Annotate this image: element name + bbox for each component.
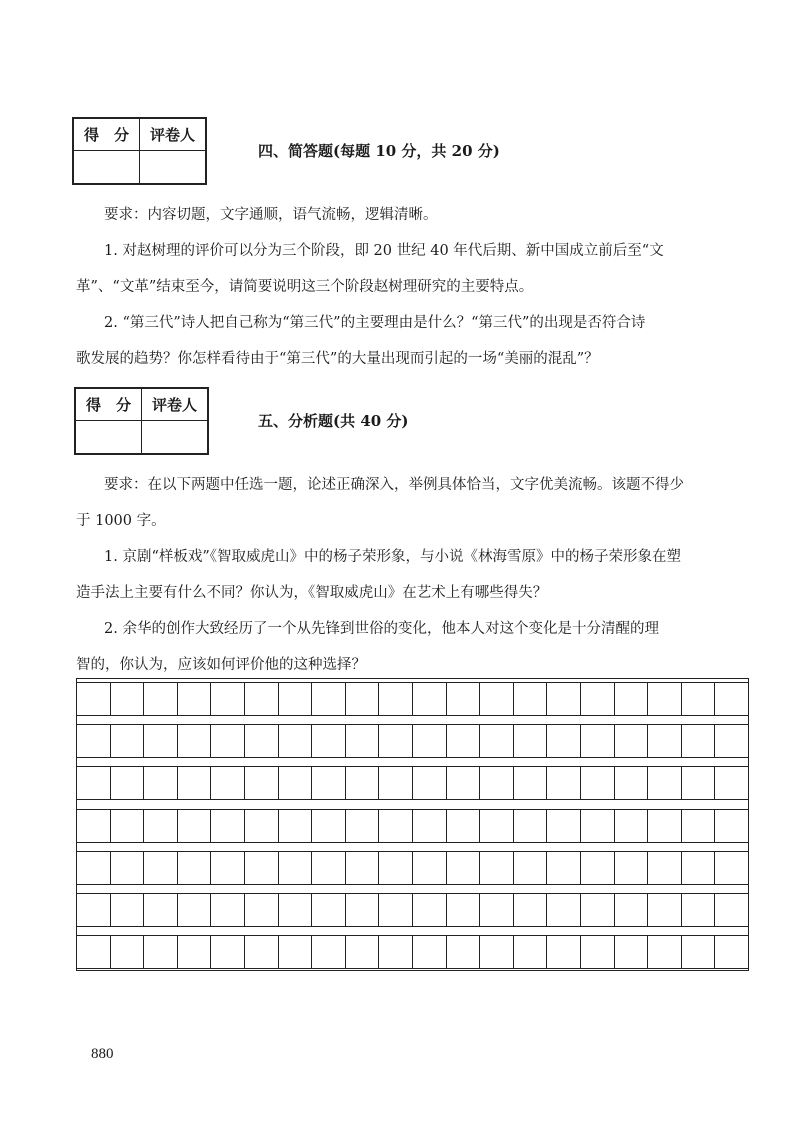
grid-cell[interactable] — [379, 852, 413, 884]
grid-cell[interactable] — [447, 725, 481, 757]
section-4-body — [76, 197, 748, 377]
question-4-2-line-2: 歌发展的趋势？你怎样看待由于“第三代”的大量出现而引起的一场“美丽的混乱”？ — [76, 351, 599, 367]
section-4-heading — [258, 140, 500, 161]
grid-cell[interactable] — [178, 852, 212, 884]
grid-cell[interactable] — [547, 936, 581, 968]
score-box-section-5 — [74, 387, 209, 455]
grid-cell[interactable] — [111, 936, 145, 968]
grid-cell[interactable] — [447, 852, 481, 884]
grid-cell[interactable] — [615, 894, 649, 926]
grid-cell[interactable] — [682, 683, 716, 715]
grid-cell[interactable] — [279, 810, 313, 842]
grid-cell[interactable] — [615, 810, 649, 842]
grid-cell[interactable] — [178, 683, 212, 715]
question-5-2-line-2: 智的，你认为，应该如何评价他的这种选择？ — [76, 657, 366, 673]
grid-cell[interactable] — [715, 936, 748, 968]
grid-cell[interactable] — [413, 767, 447, 799]
grid-cell[interactable] — [111, 725, 145, 757]
grid-cell[interactable] — [312, 936, 346, 968]
grid-cell[interactable] — [715, 683, 748, 715]
grid-cell[interactable] — [245, 810, 279, 842]
grid-cell[interactable] — [413, 683, 447, 715]
grid-cell[interactable] — [682, 852, 716, 884]
grid-cell[interactable] — [682, 725, 716, 757]
grid-cell[interactable] — [715, 725, 748, 757]
grid-cell[interactable] — [648, 936, 682, 968]
grid-cell[interactable] — [379, 725, 413, 757]
grid-row — [77, 724, 748, 758]
grid-cell[interactable] — [547, 767, 581, 799]
grid-cell[interactable] — [648, 725, 682, 757]
grid-cell[interactable] — [111, 767, 145, 799]
grid-cell[interactable] — [615, 725, 649, 757]
section-4-points: (每题 10 分，共 20 分) — [333, 142, 500, 160]
grid-cell[interactable] — [279, 852, 313, 884]
grid-cell[interactable] — [480, 725, 514, 757]
question-4-2-line-1: 2. “第三代”诗人把自己称为“第三代”的主要理由是什么？“第三代”的出现是否符合诗 — [104, 315, 646, 331]
grid-row — [77, 935, 748, 969]
grid-cell[interactable] — [581, 894, 615, 926]
grid-cell[interactable] — [346, 852, 380, 884]
grid-cell[interactable] — [615, 852, 649, 884]
grid-cell[interactable] — [77, 725, 111, 757]
grader-label: 评卷人 — [142, 388, 209, 420]
grid-cell[interactable] — [245, 767, 279, 799]
section-4-requirement: 要求：内容切题，文字通顺，语气流畅，逻辑清晰。 — [104, 207, 438, 223]
grid-row — [77, 893, 748, 927]
grid-cell[interactable] — [615, 767, 649, 799]
grid-cell[interactable] — [480, 683, 514, 715]
section-5-points: (共 40 分) — [333, 412, 409, 430]
grid-cell[interactable] — [77, 852, 111, 884]
grid-cell[interactable] — [447, 810, 481, 842]
grid-cell[interactable] — [144, 683, 178, 715]
grid-cell[interactable] — [245, 725, 279, 757]
grid-cell[interactable] — [346, 894, 380, 926]
grid-cell[interactable] — [144, 894, 178, 926]
grid-cell[interactable] — [648, 852, 682, 884]
grid-cell[interactable] — [547, 725, 581, 757]
grid-cell[interactable] — [514, 894, 548, 926]
grid-cell[interactable] — [547, 894, 581, 926]
grid-row — [77, 809, 748, 843]
grid-cell[interactable] — [514, 725, 548, 757]
score-field[interactable] — [73, 150, 140, 184]
grid-cell[interactable] — [211, 810, 245, 842]
question-4-1-line-1: 1. 对赵树理的评价可以分为三个阶段，即 20 世纪 40 年代后期、新中国成立前后至“文 — [104, 243, 664, 259]
score-label: 得 分 — [73, 118, 140, 150]
grid-cell[interactable] — [514, 852, 548, 884]
grid-cell[interactable] — [514, 683, 548, 715]
grid-cell[interactable] — [178, 725, 212, 757]
grid-cell[interactable] — [245, 936, 279, 968]
grid-cell[interactable] — [77, 810, 111, 842]
grid-cell[interactable] — [682, 936, 716, 968]
grid-cell[interactable] — [413, 810, 447, 842]
grid-cell[interactable] — [447, 683, 481, 715]
grid-cell[interactable] — [178, 810, 212, 842]
question-5-1-line-2: 造手法上主要有什么不同？你认为，《智取威虎山》在艺术上有哪些得失？ — [76, 585, 548, 601]
grid-cell[interactable] — [312, 767, 346, 799]
grid-row — [77, 851, 748, 885]
grid-cell[interactable] — [581, 852, 615, 884]
grid-cell[interactable] — [413, 725, 447, 757]
section-5-requirement-line-1: 要求：在以下两题中任选一题，论述正确深入，举例具体恰当，文字优美流畅。该题不得少 — [104, 477, 684, 493]
question-5-1-line-1: 1. 京剧“样板戏”《智取威虎山》中的杨子荣形象，与小说《林海雪原》中的杨子荣形象在塑 — [104, 549, 682, 565]
grid-cell[interactable] — [480, 936, 514, 968]
grid-cell[interactable] — [178, 894, 212, 926]
grid-cell[interactable] — [648, 767, 682, 799]
grid-cell[interactable] — [312, 725, 346, 757]
grid-cell[interactable] — [648, 894, 682, 926]
grid-cell[interactable] — [480, 810, 514, 842]
grid-cell[interactable] — [312, 894, 346, 926]
question-4-1-line-2: 革”、“文革”结束至今，请简要说明这三个阶段赵树理研究的主要特点。 — [76, 279, 534, 295]
grid-cell[interactable] — [211, 852, 245, 884]
grid-cell[interactable] — [178, 936, 212, 968]
grid-cell[interactable] — [211, 936, 245, 968]
grid-cell[interactable] — [346, 767, 380, 799]
grid-cell[interactable] — [211, 894, 245, 926]
grid-cell[interactable] — [245, 683, 279, 715]
grader-field[interactable] — [140, 150, 207, 184]
grid-cell[interactable] — [279, 683, 313, 715]
grid-cell[interactable] — [379, 767, 413, 799]
grid-cell[interactable] — [480, 852, 514, 884]
grid-cell[interactable] — [615, 936, 649, 968]
section-4-title: 四、简答题 — [258, 142, 334, 160]
grid-cell[interactable] — [480, 767, 514, 799]
grid-cell[interactable] — [346, 725, 380, 757]
grid-cell[interactable] — [144, 725, 178, 757]
grid-cell[interactable] — [111, 810, 145, 842]
grid-cell[interactable] — [379, 683, 413, 715]
grid-cell[interactable] — [111, 683, 145, 715]
grid-cell[interactable] — [447, 894, 481, 926]
answer-grid[interactable] — [76, 678, 749, 971]
grid-row — [77, 682, 748, 716]
grid-cell[interactable] — [279, 767, 313, 799]
grid-cell[interactable] — [715, 810, 748, 842]
grid-cell[interactable] — [715, 894, 748, 926]
grid-cell[interactable] — [581, 936, 615, 968]
grid-cell[interactable] — [682, 767, 716, 799]
score-field[interactable] — [75, 420, 142, 454]
grid-cell[interactable] — [447, 767, 481, 799]
grid-cell[interactable] — [514, 936, 548, 968]
grid-cell[interactable] — [715, 767, 748, 799]
grid-row — [77, 766, 748, 800]
grid-cell[interactable] — [581, 767, 615, 799]
grid-cell[interactable] — [514, 767, 548, 799]
grid-cell[interactable] — [312, 852, 346, 884]
grid-cell[interactable] — [379, 810, 413, 842]
grid-cell[interactable] — [312, 810, 346, 842]
grid-cell[interactable] — [648, 810, 682, 842]
grid-cell[interactable] — [581, 683, 615, 715]
grid-cell[interactable] — [279, 725, 313, 757]
grid-cell[interactable] — [581, 725, 615, 757]
grid-cell[interactable] — [312, 683, 346, 715]
grid-cell[interactable] — [547, 810, 581, 842]
grid-cell[interactable] — [447, 936, 481, 968]
grid-cell[interactable] — [346, 683, 380, 715]
grid-cell[interactable] — [413, 936, 447, 968]
section-5-title: 五、分析题 — [258, 412, 334, 430]
grid-cell[interactable] — [413, 852, 447, 884]
grid-cell[interactable] — [144, 767, 178, 799]
grid-cell[interactable] — [615, 683, 649, 715]
grader-label: 评卷人 — [140, 118, 207, 150]
grid-cell[interactable] — [413, 894, 447, 926]
grid-cell[interactable] — [111, 852, 145, 884]
question-5-2-line-1: 2. 余华的创作大致经历了一个从先锋到世俗的变化，他本人对这个变化是十分清醒的理 — [104, 621, 659, 637]
grid-cell[interactable] — [379, 936, 413, 968]
grid-cell[interactable] — [77, 683, 111, 715]
grid-cell[interactable] — [211, 725, 245, 757]
grid-cell[interactable] — [211, 767, 245, 799]
grid-cell[interactable] — [144, 810, 178, 842]
grid-cell[interactable] — [682, 894, 716, 926]
grid-cell[interactable] — [279, 894, 313, 926]
section-5-heading — [258, 410, 409, 431]
grid-cell[interactable] — [480, 894, 514, 926]
grid-cell[interactable] — [715, 852, 748, 884]
section-5-requirement-line-2: 于 1000 字。 — [76, 513, 166, 529]
grid-cell[interactable] — [682, 810, 716, 842]
page-number: 880 — [91, 1046, 114, 1062]
score-box-section-4 — [72, 117, 207, 185]
grid-cell[interactable] — [178, 767, 212, 799]
grid-cell[interactable] — [77, 936, 111, 968]
grid-cell[interactable] — [245, 894, 279, 926]
grid-cell[interactable] — [211, 683, 245, 715]
grader-field[interactable] — [142, 420, 209, 454]
grid-cell[interactable] — [77, 767, 111, 799]
section-5-body — [76, 467, 748, 683]
grid-cell[interactable] — [279, 936, 313, 968]
grid-cell[interactable] — [581, 810, 615, 842]
grid-cell[interactable] — [346, 810, 380, 842]
grid-cell[interactable] — [77, 894, 111, 926]
grid-cell[interactable] — [144, 936, 178, 968]
grid-cell[interactable] — [111, 894, 145, 926]
grid-cell[interactable] — [514, 810, 548, 842]
grid-cell[interactable] — [648, 683, 682, 715]
grid-cell[interactable] — [245, 852, 279, 884]
score-label: 得 分 — [75, 388, 142, 420]
grid-cell[interactable] — [547, 852, 581, 884]
grid-cell[interactable] — [144, 852, 178, 884]
grid-cell[interactable] — [547, 683, 581, 715]
grid-cell[interactable] — [346, 936, 380, 968]
grid-cell[interactable] — [379, 894, 413, 926]
